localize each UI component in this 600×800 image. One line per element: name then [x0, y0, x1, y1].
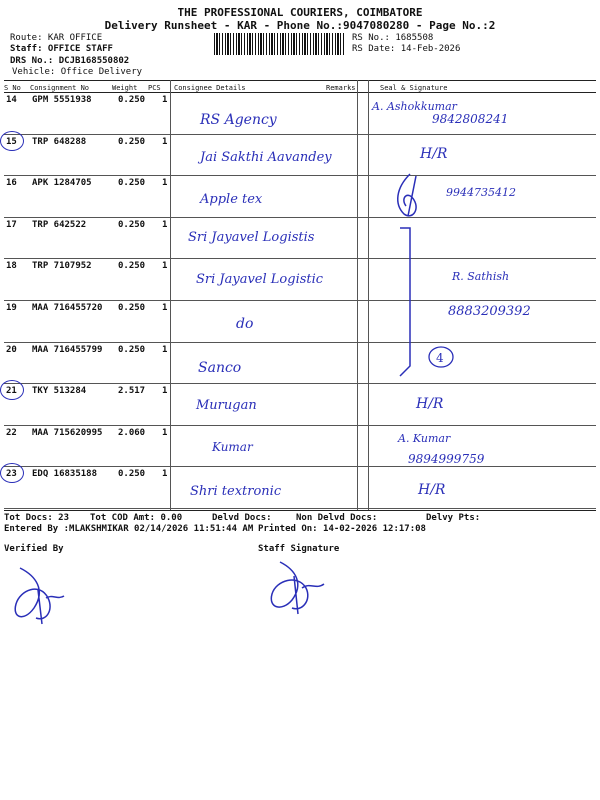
row-consignment-no: MAA 716455720 [32, 303, 103, 313]
col-sno: S No [4, 84, 21, 92]
row-consignment-no: TRP 7107952 [32, 261, 92, 272]
row-divider [4, 508, 596, 509]
row-divider [4, 134, 596, 135]
row-sno: 23 [6, 469, 17, 480]
row-sno: 21 [6, 386, 17, 397]
row-weight: 2.060 [118, 427, 146, 438]
row-consignment-no: MAA 715620995 [32, 427, 103, 438]
row-circle-mark [0, 131, 24, 151]
apple-tex-signature [390, 170, 430, 220]
row-consignee-handwritten: Kumar [212, 440, 253, 454]
row-weight: 0.250 [118, 95, 146, 105]
row-weight: 0.250 [118, 261, 146, 272]
row-sno: 16 [6, 178, 17, 189]
col-divider-seal [368, 80, 369, 510]
row-consignment-no: TRP 642522 [32, 219, 87, 230]
row-seal-handwritten: R. Sathish [452, 270, 510, 283]
row-pcs: 1 [162, 178, 168, 189]
col-remarks: Remarks [326, 84, 356, 92]
row-circle-mark [0, 380, 24, 400]
row-pcs: 1 [162, 386, 168, 397]
row-sno: 20 [6, 344, 17, 355]
row-pcs: 1 [162, 469, 168, 480]
row-seal-handwritten: 8883209392 [448, 304, 531, 319]
row-weight: 0.250 [118, 219, 146, 230]
row-seal-phone: 9894999759 [408, 452, 485, 466]
verified-by-label: Verified By [4, 544, 64, 554]
row-sno: 18 [6, 261, 17, 272]
row-divider [4, 466, 596, 467]
row-circle-mark [0, 463, 24, 483]
row-weight: 2.517 [118, 386, 146, 397]
runsheet-subtitle: Delivery Runsheet - KAR - Phone No.:9047080280 - Page No.:2 [104, 19, 496, 32]
delivery-points: Delvy Pts: [426, 513, 481, 523]
col-seal: Seal & Signature [380, 84, 448, 92]
row-consignee-handwritten: Murugan [196, 398, 257, 413]
barcode-image [214, 33, 346, 55]
table-bottom-rule [4, 510, 596, 511]
row-consignment-no: TRP 648288 [32, 136, 87, 147]
col-weight: Weight [112, 84, 138, 92]
delivered-docs: Delvd Docs: [212, 513, 272, 523]
svg-text:4: 4 [436, 351, 444, 365]
row-consignment-no: MAA 716455799 [32, 344, 103, 355]
drs-number: DRS No.: DCJB168550802 [10, 56, 130, 66]
row-consignment-no: GPM 5551938 [32, 95, 92, 105]
printed-on: Printed On: 14-02-2026 12:17:08 [258, 524, 426, 534]
row-sno: 19 [6, 303, 17, 313]
row-pcs: 1 [162, 427, 168, 438]
row-sno: 15 [6, 136, 17, 147]
circled-four-mark [426, 344, 456, 370]
row-consignee-handwritten: Sri Jayavel Logistis [188, 230, 315, 245]
staff-signature-mark [258, 548, 338, 620]
row-divider [4, 258, 596, 259]
row-divider [4, 175, 596, 176]
row-pcs: 1 [162, 136, 168, 147]
row-divider [4, 425, 596, 426]
row-sno: 22 [6, 427, 17, 438]
row-weight: 0.250 [118, 469, 146, 480]
col-pcs: PCS [148, 84, 161, 92]
staff-label: Staff: OFFICE STAFF [10, 44, 113, 54]
row-seal-handwritten: H/R [416, 396, 444, 412]
row-pcs: 1 [162, 344, 168, 355]
row-weight: 0.250 [118, 136, 146, 147]
row-consignee-handwritten: Sanco [198, 360, 242, 376]
row-consignee-handwritten: Sri Jayavel Logistic [196, 272, 324, 287]
col-consignment: Consignment No [30, 84, 90, 92]
company-title: THE PROFESSIONAL COURIERS, COIMBATORE [177, 6, 423, 19]
row-divider [4, 300, 596, 301]
row-seal-handwritten: A. Ashokkumar [372, 100, 457, 113]
row-seal-handwritten: H/R [418, 482, 446, 498]
table-top-rule [4, 80, 596, 81]
row-consignment-no: EDQ 16835188 [32, 469, 98, 480]
row-seal-handwritten: 9944735412 [446, 186, 516, 199]
row-seal-handwritten: A. Kumar [398, 432, 451, 445]
row-weight: 0.250 [118, 344, 146, 355]
row-seal-phone: 9842808241 [432, 112, 509, 126]
vehicle-label: Vehicle: Office Delivery [12, 67, 143, 77]
total-cod-amount: Tot COD Amt: 0.00 [90, 513, 183, 523]
col-divider-consignee [170, 80, 171, 510]
row-consignee-handwritten: do [236, 316, 254, 332]
col-divider-remarks [357, 80, 358, 510]
total-docs: Tot Docs: 23 [4, 513, 70, 523]
table-header-rule [4, 92, 596, 93]
entered-by: Entered By :MLAKSHMIKAR 02/14/2026 11:51:44 AM [4, 524, 254, 534]
route-label: Route: KAR OFFICE [10, 33, 103, 43]
row-pcs: 1 [162, 219, 168, 230]
row-pcs: 1 [162, 95, 168, 105]
bracket-mark [398, 226, 418, 386]
row-divider [4, 217, 596, 218]
row-pcs: 1 [162, 303, 168, 313]
row-pcs: 1 [162, 261, 168, 272]
row-consignment-no: TKY 513284 [32, 386, 87, 397]
row-divider [4, 383, 596, 384]
row-sno: 14 [6, 95, 17, 105]
row-seal-handwritten: H/R [420, 146, 448, 162]
row-consignment-no: APK 1284705 [32, 178, 92, 189]
row-consignee-handwritten: RS Agency [200, 112, 277, 128]
rs-date: RS Date: 14-Feb-2026 [352, 44, 461, 54]
non-delivered-docs: Non Delvd Docs: [296, 513, 378, 523]
row-consignee-handwritten: Jai Sakthi Aavandey [200, 150, 332, 165]
rs-number: RS No.: 1685508 [352, 33, 434, 43]
row-consignee-handwritten: Shri textronic [190, 484, 282, 499]
row-consignee-handwritten: Apple tex [200, 192, 263, 207]
verified-signature [6, 560, 76, 630]
row-sno: 17 [6, 219, 17, 230]
row-divider [4, 342, 596, 343]
row-weight: 0.250 [118, 178, 146, 189]
row-weight: 0.250 [118, 303, 146, 313]
staff-signature-label: Staff Signature [258, 544, 340, 554]
col-consignee: Consignee Details [174, 84, 246, 92]
